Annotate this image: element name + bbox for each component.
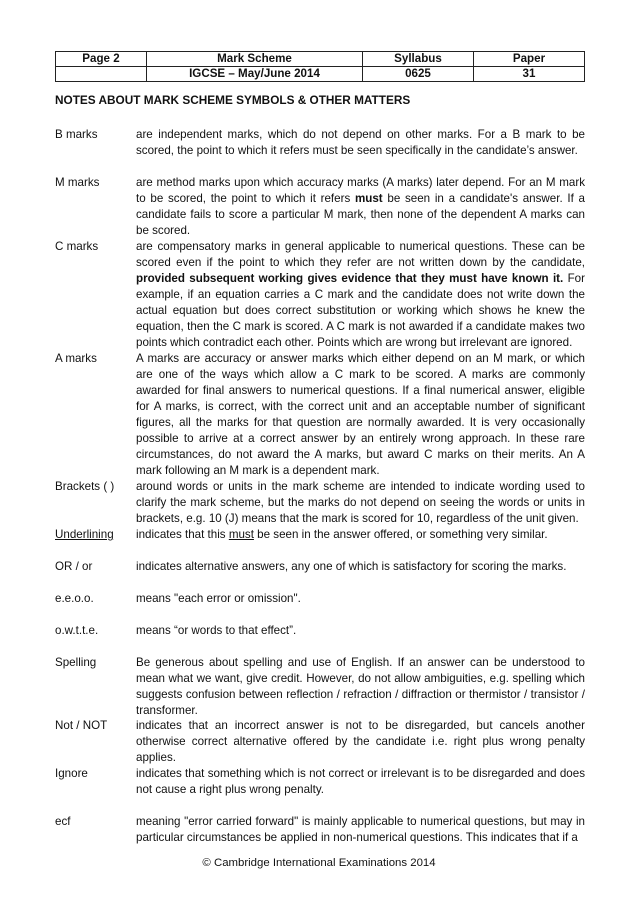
syllabus-cell: Syllabus: [363, 52, 474, 67]
note-text: [136, 175, 585, 239]
text-segment: indicates that something which is not correct or irrelevant is to be disregarded and does not cause a right plus wrong penalty.: [136, 767, 585, 796]
note-entry: [55, 655, 585, 719]
note-text: [136, 718, 585, 766]
note-entry: [55, 718, 585, 766]
paper-cell: Paper: [474, 52, 585, 67]
text-segment: means "each error or omission".: [136, 592, 301, 605]
note-text: [136, 591, 585, 607]
text-segment: around words or units in the mark scheme are intended to indicate wording used to clarify the mark scheme, but the marks do not depend on seeing the words or units in brackets, e.g. 10 (J) means that the mark is scored for 10, regardless of the unit given.: [136, 480, 585, 525]
footer-copyright: © Cambridge International Examinations 2014: [202, 857, 436, 869]
text-segment: must: [228, 528, 254, 541]
note-entry: [55, 623, 585, 639]
text-segment: must: [354, 192, 383, 205]
page-cell: Page 2: [56, 52, 147, 67]
note-entry: [55, 527, 585, 543]
note-entry: [55, 127, 585, 159]
note-entry: [55, 351, 585, 479]
note-text: [136, 814, 585, 846]
note-label: o.w.t.t.e.: [55, 624, 99, 637]
text-segment: means “or words to that effect”.: [136, 624, 297, 637]
note-text: [136, 351, 585, 479]
text-segment: be seen in the answer offered, or something very similar.: [253, 528, 548, 541]
text-segment: meaning "error carried forward" is mainly applicable to numerical questions, but may in particular circumstances be applied in non-numerical questions. This indicates that if a: [136, 815, 585, 844]
text-segment: be seen in a candidate's answer. If a candidate fails to score a particular M mark, then none of the dependent A marks can be scored.: [136, 192, 585, 237]
note-text: [136, 559, 585, 575]
note-label: B marks: [55, 128, 98, 141]
note-label: Spelling: [55, 656, 97, 669]
note-text: [136, 127, 585, 159]
note-label: Not / NOT: [55, 719, 108, 732]
paper-number-cell: 31: [474, 67, 585, 82]
note-label: A marks: [55, 352, 97, 365]
note-label: ecf: [55, 815, 71, 828]
text-segment: are compensatory marks in general applicable to numerical questions. These can be scored even if the point to which they refer are not written down by the candidate,: [136, 240, 585, 269]
note-entry: [55, 559, 585, 575]
text-segment: A marks are accuracy or answer marks which either depend on an M mark, or which are one of the ways which allow a C mark to be scored. A marks are commonly awarded for final answers to numerical questions. If a final numerical answer, eligible for A marks, is correct, with the correct unit and an acceptable number of significant figures, all the marks for that question are normally awarded. It is very occasionally possible to arrive at a correct answer by an entirely wrong approach. In these rare circumstances, do not award the A marks, but award C marks on their merits. An A mark following an M mark is a dependent mark.: [136, 352, 585, 477]
note-label: e.e.o.o.: [55, 592, 94, 605]
note-text: [136, 766, 585, 798]
note-entry: [55, 175, 585, 239]
text-segment: are method marks upon which accuracy marks (A marks) later depend. For an M mark to be scored, the point to which it refers: [136, 176, 585, 205]
exam-cell: IGCSE – May/June 2014: [147, 67, 363, 82]
note-entry: [55, 591, 585, 607]
note-entry: [55, 239, 585, 351]
note-text: [136, 479, 585, 527]
text-segment: Be generous about spelling and use of English. If an answer can be understood to mean what we want, give credit. However, do not allow ambiguities, e.g. spelling which suggests confusion between reflection / refraction / diffraction or thermistor / transistor / transformer.: [136, 656, 585, 717]
note-entry: [55, 479, 585, 527]
mark-scheme-cell: Mark Scheme: [147, 52, 363, 67]
note-label: Underlining: [55, 528, 114, 541]
note-label: Brackets ( ): [55, 480, 115, 493]
note-label: OR / or: [55, 560, 93, 573]
note-label: C marks: [55, 240, 99, 253]
note-text: [136, 655, 585, 719]
syllabus-code-cell: 0625: [363, 67, 474, 82]
empty-cell: [56, 67, 147, 82]
text-segment: provided subsequent working gives evidence that they must have known it.: [136, 272, 564, 285]
note-entry: [55, 766, 585, 798]
note-text: [136, 527, 585, 543]
note-entry: [55, 814, 585, 846]
note-text: [136, 623, 585, 639]
text-segment: indicates that this: [136, 528, 229, 541]
note-text: [136, 239, 585, 351]
section-heading: NOTES ABOUT MARK SCHEME SYMBOLS & OTHER MATTERS: [55, 93, 411, 107]
text-segment: are independent marks, which do not depend on other marks. For a B mark to be scored, the point to which it refers must be seen specifically in the candidate’s answer.: [136, 128, 585, 157]
note-label: M marks: [55, 176, 100, 189]
header-table: [55, 51, 585, 82]
note-label: Ignore: [55, 767, 88, 780]
text-segment: For example, if an equation carries a C mark and the candidate does not write down the actual equation but does correct substitution or working which shows he knew the equation, then the C mark is scored. A C mark is not awarded if a candidate makes two points which contradict each other. Points which are wrong but irrelevant are ignored.: [136, 272, 585, 349]
text-segment: indicates alternative answers, any one of which is satisfactory for scoring the marks.: [136, 560, 567, 573]
text-segment: indicates that an incorrect answer is not to be disregarded, but cancels another otherwise correct alternative offered by the candidate i.e. right plus wrong penalty applies.: [136, 719, 585, 764]
